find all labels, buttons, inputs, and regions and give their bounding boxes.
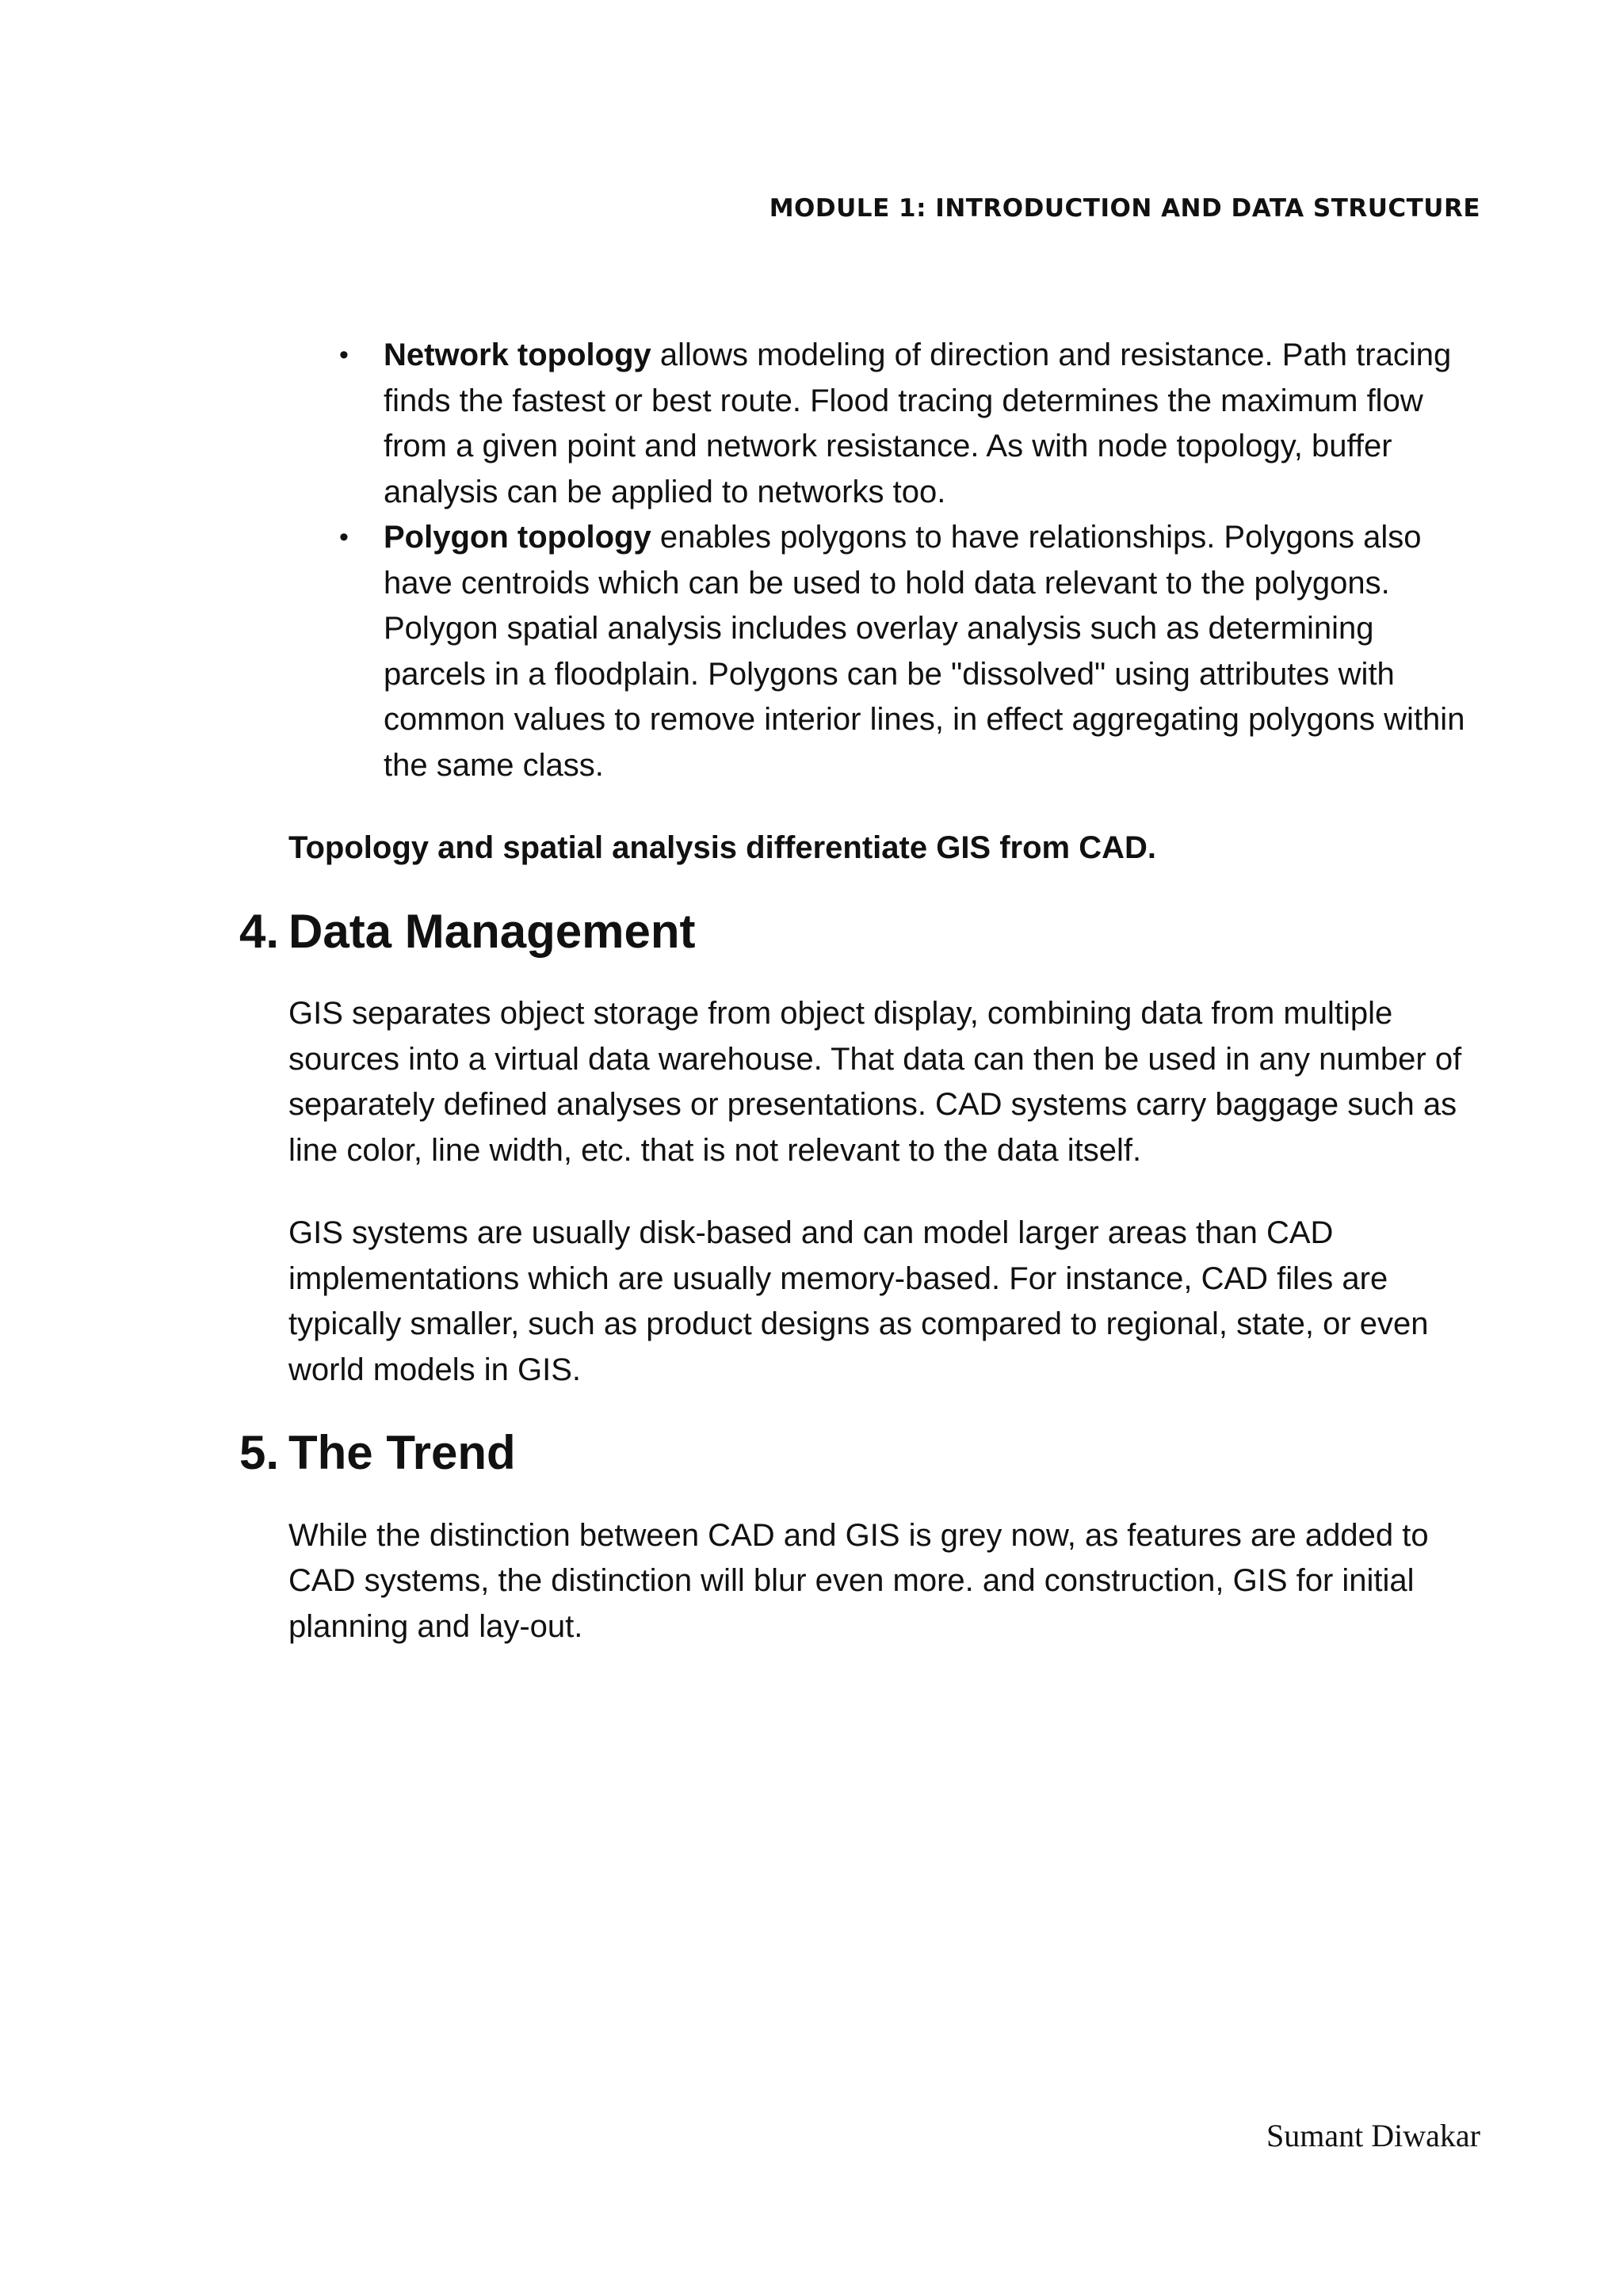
paragraph: While the distinction between CAD and GIS is grey now, as features are added to CAD systems, the distinction will blur even more. and construction, GIS for initial planning and lay-out. (288, 1517, 1429, 1644)
running-header: MODULE 1: INTRODUCTION AND DATA STRUCTURE (769, 194, 1480, 223)
section-heading (239, 904, 1480, 958)
section-title: The Trend (288, 1426, 516, 1479)
section-title: Data Management (288, 904, 696, 958)
bullet-text: allows modeling of direction and resistance. Path tracing finds the fastest or best route. Flood tracing determines the maximum flow from a given point and network resistance. As with node topology, buffer analysis can be applied to networks too. (384, 338, 1452, 509)
bullet-icon: • (339, 522, 349, 552)
topology-note: Topology and spatial analysis differentiate GIS from CAD. (288, 830, 1156, 865)
section-the-trend (239, 1426, 1480, 1650)
page-footer-author: Sumant Diwakar (1266, 2118, 1480, 2153)
bullet-term: Network topology (384, 338, 651, 372)
section-data-management (239, 904, 1480, 1394)
list-item (339, 515, 1480, 788)
list-item (339, 333, 1480, 515)
bullet-icon: • (339, 340, 349, 370)
page-body (239, 333, 1480, 1650)
section-number: 4. (239, 904, 280, 958)
bullet-text: enables polygons to have relationships. Polygons also have centroids which can be used to hold data relevant to the polygons. Polygon spatial analysis includes overlay analysis such as determining parcels in a floodplain. Polygons can be "dissolved" using attributes with common values to remove interior lines, in effect aggregating polygons within the same class. (384, 520, 1465, 783)
section-number: 5. (239, 1426, 280, 1479)
topology-bullet-list (239, 333, 1480, 788)
bullet-term: Polygon topology (384, 520, 651, 555)
section-heading (239, 1426, 1480, 1479)
paragraph: GIS systems are usually disk-based and can model larger areas than CAD implementations which are usually memory-based. For instance, CAD files are typically smaller, such as product designs as compared to regional, state, or even world models in GIS. (288, 1215, 1429, 1387)
paragraph: GIS separates object storage from object display, combining data from multiple sources into a virtual data warehouse. That data can then be used in any number of separately defined analyses or presentations. CAD systems carry baggage such as line color, line width, etc. that is not relevant to the data itself. (288, 996, 1462, 1168)
